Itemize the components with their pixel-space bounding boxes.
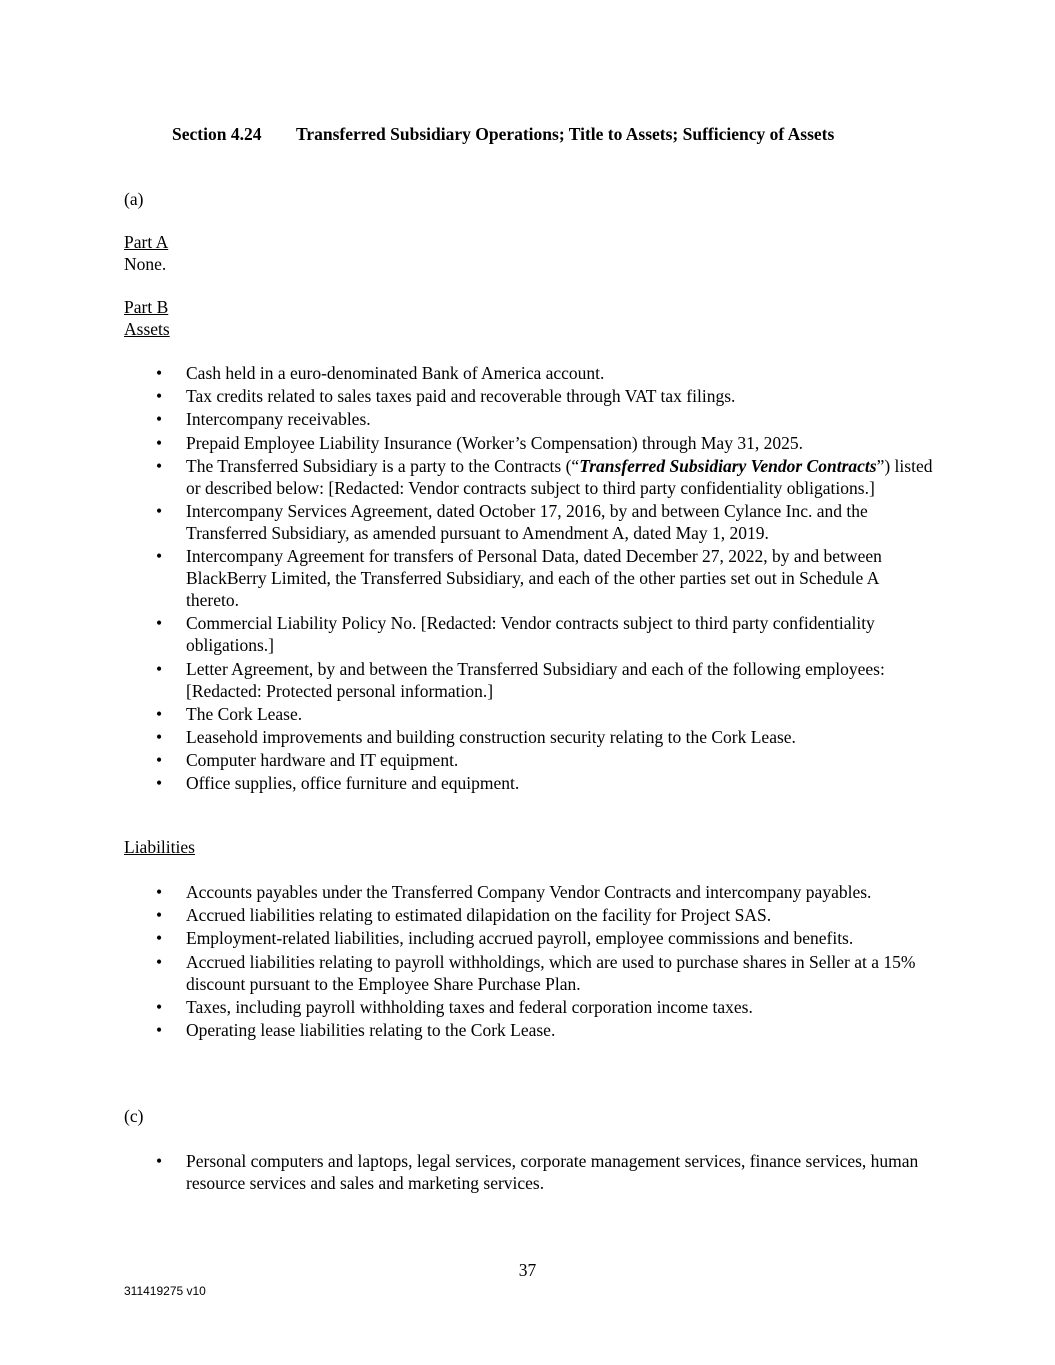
list-item: • Office supplies, office furniture and equipment. bbox=[124, 772, 934, 794]
list-item: • Letter Agreement, by and between the Transferred Subsidiary and each of the following employees: [Redacted: Protected personal information.] bbox=[124, 658, 934, 702]
section-number: Section 4.24 bbox=[172, 124, 262, 144]
list-item: • Operating lease liabilities relating to the Cork Lease. bbox=[124, 1019, 934, 1041]
list-item: • Intercompany receivables. bbox=[124, 408, 934, 430]
list-item: • Commercial Liability Policy No. [Redacted: Vendor contracts subject to third party confidentiality obligations.] bbox=[124, 612, 934, 656]
list-item: • Accounts payables under the Transferred Company Vendor Contracts and intercompany payables. bbox=[124, 881, 934, 903]
list-item: • Personal computers and laptops, legal services, corporate management services, finance services, human resource services and sales and marketing services. bbox=[124, 1150, 934, 1194]
list-item: • Intercompany Agreement for transfers of Personal Data, dated December 27, 2022, by and between BlackBerry Limited, the Transferred Subsidiary, and each of the other parties set out in Schedule A thereto. bbox=[124, 545, 934, 611]
defined-term: Transferred Subsidiary Vendor Contracts bbox=[579, 455, 877, 476]
assets-label: Assets bbox=[124, 319, 170, 339]
list-item: • Computer hardware and IT equipment. bbox=[124, 749, 934, 771]
list-item: • Tax credits related to sales taxes paid and recoverable through VAT tax filings. bbox=[124, 385, 934, 407]
list-item: • Leasehold improvements and building construction security relating to the Cork Lease. bbox=[124, 726, 934, 748]
list-item-vendor-contracts: • The Transferred Subsidiary is a party to the Contracts (“Transferred Subsidiary Vendor Contracts”) listed or described below: [Redacted: Vendor contracts subject to third party confidentiality obligations.] bbox=[124, 455, 934, 499]
part-c-list bbox=[124, 1150, 934, 1195]
list-item: • Cash held in a euro-denominated Bank of America account. bbox=[124, 362, 934, 384]
list-item: • Accrued liabilities relating to payroll withholdings, which are used to purchase shares in Seller at a 15% discount pursuant to the Employee Share Purchase Plan. bbox=[124, 951, 934, 995]
list-item: • Prepaid Employee Liability Insurance (Worker’s Compensation) through May 31, 2025. bbox=[124, 432, 934, 454]
part-a-text: None. bbox=[124, 254, 167, 274]
part-b-label: Part B bbox=[124, 297, 169, 317]
list-item: • The Cork Lease. bbox=[124, 703, 934, 725]
section-title: Transferred Subsidiary Operations; Title to Assets; Sufficiency of Assets bbox=[296, 124, 835, 144]
liabilities-list bbox=[124, 881, 934, 1042]
page-number: 37 bbox=[518, 1260, 537, 1280]
document-id: 311419275 v10 bbox=[124, 1284, 206, 1298]
part-a-label: Part A bbox=[124, 232, 169, 252]
list-item: • Accrued liabilities relating to estimated dilapidation on the facility for Project SAS. bbox=[124, 904, 934, 926]
part-a-marker: (a) bbox=[124, 189, 144, 209]
list-item: • Employment-related liabilities, including accrued payroll, employee commissions and benefits. bbox=[124, 927, 934, 949]
section-heading bbox=[172, 124, 834, 145]
part-c-marker: (c) bbox=[124, 1106, 144, 1126]
liabilities-label: Liabilities bbox=[124, 837, 195, 857]
assets-list bbox=[124, 362, 934, 795]
list-item: • Taxes, including payroll withholding taxes and federal corporation income taxes. bbox=[124, 996, 934, 1018]
list-item: • Intercompany Services Agreement, dated October 17, 2016, by and between Cylance Inc. and the Transferred Subsidiary, as amended pursuant to Amendment A, dated May 1, 2019. bbox=[124, 500, 934, 544]
